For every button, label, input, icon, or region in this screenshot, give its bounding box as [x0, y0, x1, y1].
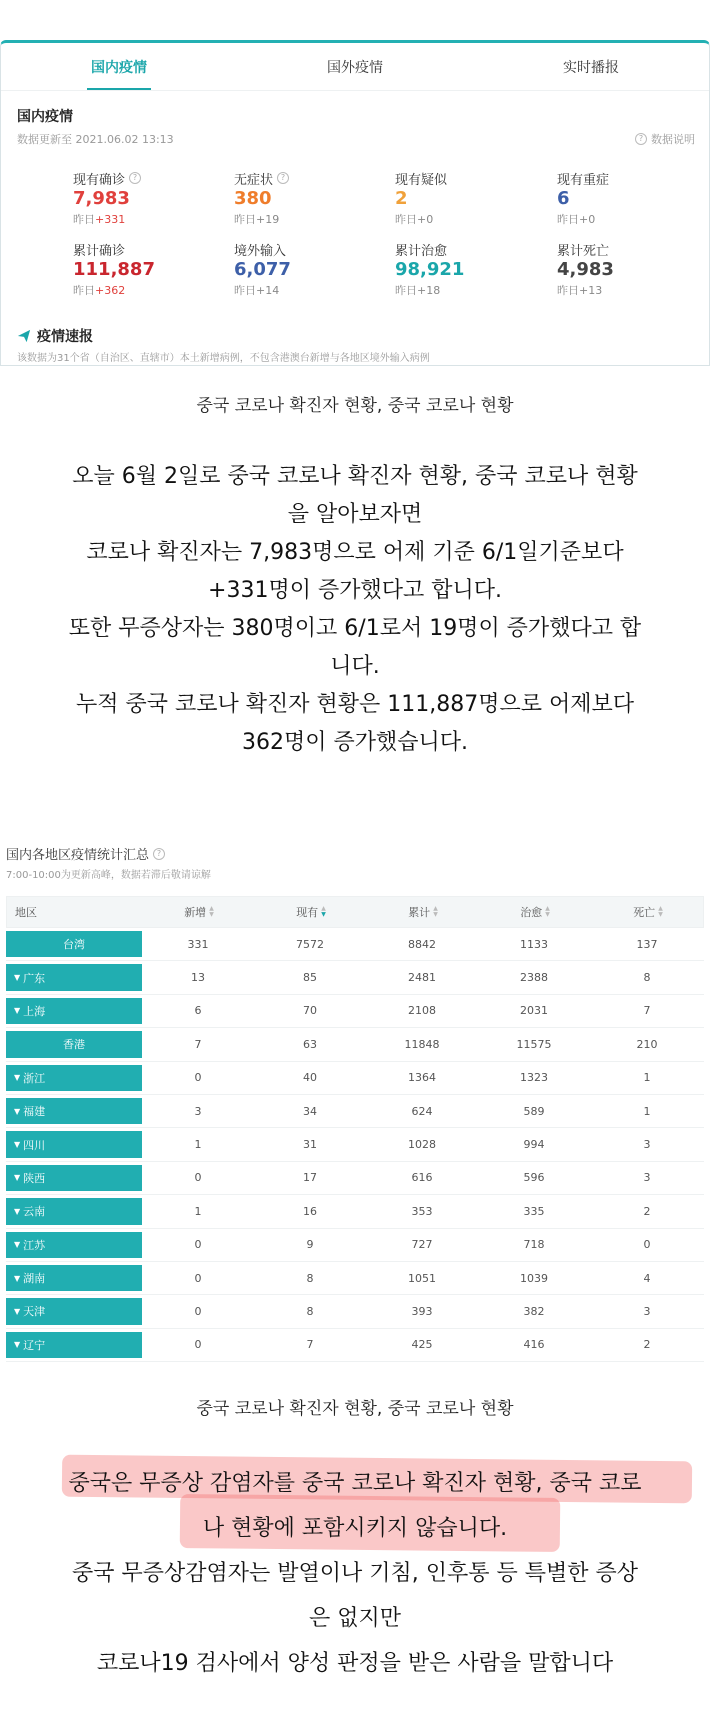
sort-icon: ▲ ▼ — [545, 905, 550, 918]
table-cell: 2 — [643, 1204, 651, 1218]
table-cell: 34 — [303, 1104, 317, 1118]
table-cell: 2388 — [520, 971, 548, 985]
stat-label-text: 无症状 — [234, 172, 274, 188]
table-cell: 1039 — [520, 1271, 548, 1285]
table-row — [6, 1095, 704, 1128]
table-cell: 40 — [303, 1071, 317, 1085]
question-icon[interactable]: ? — [277, 172, 289, 184]
table-cell: 7572 — [296, 937, 324, 951]
bulletin-title: 疫情速报 — [37, 329, 93, 345]
region-name: 浙江 — [23, 1071, 46, 1085]
table-row — [6, 995, 704, 1028]
stat-delta — [557, 211, 595, 226]
table-cell: 0 — [643, 1238, 651, 1252]
table-cell: 9 — [306, 1238, 314, 1252]
stat-delta-prefix: 昨日 — [234, 284, 256, 297]
table-title — [6, 844, 165, 863]
table-row — [6, 961, 704, 994]
stat-value: 111,887 — [73, 259, 155, 280]
stat-delta-prefix: 昨日 — [73, 284, 95, 297]
stat-delta — [557, 282, 602, 297]
table-row — [6, 1229, 704, 1262]
stat-delta-prefix: 昨日 — [557, 284, 579, 297]
table-cell: 0 — [194, 1304, 202, 1318]
article-paragraph — [20, 458, 690, 762]
prose-line: 니다. — [330, 654, 380, 679]
prose-line: 코로나19 검사에서 양성 판정을 받은 사람을 말합니다 — [96, 1651, 614, 1676]
region-cell[interactable] — [6, 1298, 142, 1324]
region-cell[interactable] — [6, 931, 142, 957]
table-cell: 2031 — [520, 1004, 548, 1018]
region-name: 四川 — [23, 1138, 46, 1152]
stat-card — [1, 169, 178, 226]
table-row — [6, 1162, 704, 1195]
stat-delta-prefix: 昨日 — [557, 213, 579, 226]
table-cell: 718 — [523, 1238, 545, 1252]
data-explain-link[interactable] — [635, 131, 695, 147]
prose-line: 중국 무증상감염자는 발열이나 기침, 인후통 등 특별한 증상 — [72, 1561, 638, 1586]
region-cell[interactable] — [6, 1265, 142, 1291]
table-cell: 3 — [643, 1138, 651, 1152]
table-cell: 2481 — [408, 971, 436, 985]
table-cell: 0 — [194, 1171, 202, 1185]
stat-value: 7,983 — [73, 188, 130, 209]
stat-label-text: 累计治愈 — [395, 243, 448, 259]
column-header-4[interactable] — [479, 897, 591, 927]
question-icon[interactable]: ? — [129, 172, 141, 184]
caret-down-icon: ▼ — [14, 1340, 21, 1350]
article-paragraph — [20, 1461, 690, 1686]
stat-label-text: 境外输入 — [234, 243, 287, 259]
column-header-label: 新增 — [184, 906, 207, 919]
prose-line: 누적 중국 코로나 확진자 현황은 111,887명으로 어제보다 — [76, 692, 634, 717]
data-explain-label: 数据说明 — [651, 133, 695, 146]
stat-label-text: 现有重症 — [557, 172, 610, 188]
table-cell: 3 — [643, 1171, 651, 1185]
bulletin-note: 该数据为31个省（自治区、直辖市）本土新增病例，不包含港澳台新增与各地区境外输入病例 — [17, 353, 430, 364]
caret-down-icon: ▼ — [14, 1306, 21, 1316]
region-cell[interactable] — [6, 1098, 142, 1124]
tab-1[interactable]: 国外疫情 — [327, 59, 383, 76]
stat-delta — [395, 211, 433, 226]
region-cell[interactable] — [6, 1131, 142, 1157]
table-cell: 1028 — [408, 1138, 436, 1152]
region-cell[interactable] — [6, 1031, 142, 1057]
caret-down-icon: ▼ — [14, 1240, 21, 1250]
table-cell: 596 — [523, 1171, 545, 1185]
table-cell: 210 — [636, 1037, 658, 1051]
stat-label-text: 累计死亡 — [557, 243, 610, 259]
tab-bar — [1, 43, 709, 91]
column-header-0 — [7, 897, 143, 927]
table-cell: 63 — [303, 1037, 317, 1051]
table-cell: 616 — [411, 1171, 433, 1185]
region-cell[interactable] — [6, 964, 142, 990]
table-cell: 85 — [303, 971, 317, 985]
table-cell: 393 — [411, 1304, 433, 1318]
stat-value: 4,983 — [557, 259, 614, 280]
column-header-1[interactable] — [143, 897, 255, 927]
bulletin-header — [17, 326, 93, 346]
caret-down-icon: ▼ — [14, 1173, 21, 1183]
stat-label — [557, 169, 609, 187]
prose-line: 362명이 증가했습니다. — [242, 730, 468, 755]
table-cell: 6 — [194, 1004, 202, 1018]
table-cell: 8 — [306, 1271, 314, 1285]
sort-icon: ▲ ▼ — [658, 905, 663, 918]
table-cell: 1 — [643, 1071, 651, 1085]
image-caption: 중국 코로나 확진자 현황, 중국 코로나 현황 — [196, 396, 514, 416]
region-cell[interactable] — [6, 1198, 142, 1224]
table-cell: 3 — [194, 1104, 202, 1118]
table-cell: 0 — [194, 1238, 202, 1252]
stat-delta-value: +13 — [579, 284, 603, 297]
stat-card — [532, 240, 709, 297]
stat-delta-prefix: 昨日 — [395, 213, 417, 226]
paper-plane-icon — [17, 329, 31, 343]
stat-delta-value: +0 — [579, 213, 596, 226]
prose-line: 을 알아보자면 — [287, 502, 423, 527]
stat-delta-prefix: 昨日 — [234, 213, 256, 226]
table-cell: 70 — [303, 1004, 317, 1018]
table-cell: 331 — [187, 937, 209, 951]
stat-delta-value: +0 — [417, 213, 434, 226]
stat-delta — [234, 282, 279, 297]
prose-line: +331명이 증가했다고 합니다. — [208, 578, 502, 603]
stat-label — [234, 240, 286, 258]
table-cell: 4 — [643, 1271, 651, 1285]
column-header-label: 累计 — [408, 906, 431, 919]
table-row — [6, 1262, 704, 1295]
stat-delta — [395, 282, 440, 297]
caret-down-icon: ▼ — [14, 1206, 21, 1216]
update-time: 数据更新至 2021.06.02 13:13 — [17, 133, 174, 146]
column-header-5[interactable] — [591, 897, 705, 927]
table-row — [6, 1329, 704, 1362]
stat-card — [355, 240, 532, 297]
table-cell: 13 — [191, 971, 205, 985]
table-cell: 994 — [523, 1138, 545, 1152]
table-cell: 7 — [194, 1037, 202, 1051]
table-cell: 16 — [303, 1204, 317, 1218]
stats-grid — [1, 169, 709, 297]
table-title-text: 国内各地区疫情统计汇总 — [6, 848, 150, 863]
region-name: 福建 — [23, 1105, 46, 1119]
table-cell: 8842 — [408, 937, 436, 951]
table-cell: 11848 — [404, 1037, 440, 1051]
column-header-label: 死亡 — [633, 906, 656, 919]
table-cell: 416 — [523, 1338, 545, 1352]
table-cell: 3 — [643, 1304, 651, 1318]
stat-label — [395, 240, 447, 258]
table-cell: 31 — [303, 1138, 317, 1152]
caret-down-icon: ▼ — [14, 1140, 21, 1150]
table-row — [6, 1128, 704, 1161]
region-name: 江苏 — [23, 1238, 46, 1252]
region-name: 陕西 — [23, 1171, 46, 1185]
caret-down-icon: ▼ — [14, 1006, 21, 1016]
region-stats-table — [6, 896, 704, 1362]
table-cell: 1 — [194, 1138, 202, 1152]
stat-card — [178, 169, 355, 226]
sort-icon: ▲ ▼ — [433, 905, 438, 918]
column-header-label: 治愈 — [520, 906, 543, 919]
tab-0[interactable]: 国内疫情 — [1, 43, 237, 90]
region-name: 台湾 — [63, 938, 85, 952]
stat-label — [73, 240, 125, 258]
table-note: 7:00-10:00为更新高峰，数据若滞后敬请谅解 — [6, 870, 211, 881]
stat-delta-value: +19 — [256, 213, 280, 226]
table-cell: 335 — [523, 1204, 545, 1218]
table-cell: 7 — [643, 1004, 651, 1018]
stat-label-text: 现有疑似 — [395, 172, 448, 188]
epidemic-widget — [0, 40, 710, 366]
caret-down-icon: ▼ — [14, 1106, 21, 1116]
prose-line: 또한 무증상자는 380명이고 6/1로서 19명이 증가했다고 합 — [68, 616, 642, 641]
table-cell: 1323 — [520, 1071, 548, 1085]
sort-icon: ▲ ▼ — [321, 905, 326, 918]
stat-label-text: 累计确诊 — [73, 243, 126, 259]
stat-value: 98,921 — [395, 259, 465, 280]
table-cell: 1364 — [408, 1071, 436, 1085]
stat-delta — [234, 211, 279, 226]
stat-label — [395, 169, 447, 187]
stat-delta-prefix: 昨日 — [73, 213, 95, 226]
stat-delta-value: +362 — [95, 284, 126, 297]
table-cell: 353 — [411, 1204, 433, 1218]
caret-down-icon: ▼ — [14, 1273, 21, 1283]
stat-card — [355, 169, 532, 226]
table-row — [6, 1195, 704, 1228]
stat-card — [178, 240, 355, 297]
caret-down-icon: ▼ — [14, 1073, 21, 1083]
region-name: 上海 — [23, 1004, 46, 1018]
stat-label — [234, 169, 289, 187]
table-cell: 1133 — [520, 937, 548, 951]
table-cell: 727 — [411, 1238, 433, 1252]
prose-line: 중국은 무증상 감염자를 중국 코로나 확진자 현황, 중국 코로 — [68, 1471, 642, 1496]
image-caption: 중국 코로나 확진자 현황, 중국 코로나 현황 — [196, 1399, 514, 1419]
table-row — [6, 1295, 704, 1328]
prose-line: 코로나 확진자는 7,983명으로 어제 기준 6/1일기준보다 — [86, 540, 624, 565]
table-cell: 0 — [194, 1338, 202, 1352]
table-body — [6, 928, 704, 1362]
region-name: 广东 — [23, 971, 46, 985]
stat-label — [557, 240, 609, 258]
table-cell: 8 — [643, 971, 651, 985]
table-cell: 624 — [411, 1104, 433, 1118]
question-icon[interactable]: ? — [153, 848, 165, 860]
table-row — [6, 1062, 704, 1095]
table-cell: 17 — [303, 1171, 317, 1185]
stat-value: 6 — [557, 188, 570, 209]
region-cell[interactable] — [6, 1232, 142, 1258]
stat-value: 380 — [234, 188, 272, 209]
table-cell: 382 — [523, 1304, 545, 1318]
table-cell: 0 — [194, 1271, 202, 1285]
prose-line: 나 현황에 포함시키지 않습니다. — [202, 1516, 508, 1541]
region-name: 云南 — [23, 1205, 46, 1219]
stat-label — [73, 169, 141, 187]
stat-delta — [73, 282, 125, 297]
column-header-2[interactable] — [255, 897, 367, 927]
column-header-label: 地区 — [15, 906, 37, 919]
stat-delta-prefix: 昨日 — [395, 284, 417, 297]
region-name: 辽宁 — [23, 1338, 46, 1352]
table-cell: 8 — [306, 1304, 314, 1318]
table-cell: 137 — [636, 937, 658, 951]
stat-delta — [73, 211, 125, 226]
region-cell[interactable] — [6, 1165, 142, 1191]
stat-card — [532, 169, 709, 226]
stat-value: 2 — [395, 188, 408, 209]
table-cell: 7 — [306, 1338, 314, 1352]
region-name: 湖南 — [23, 1272, 46, 1286]
tab-2[interactable]: 实时播报 — [563, 59, 619, 76]
table-header — [6, 896, 704, 928]
stat-card — [1, 240, 178, 297]
stat-value: 6,077 — [234, 259, 291, 280]
region-name: 天津 — [23, 1305, 46, 1319]
table-cell: 1 — [194, 1204, 202, 1218]
caret-down-icon: ▼ — [14, 973, 21, 983]
stat-label-text: 现有确诊 — [73, 172, 126, 188]
sort-icon: ▲ ▼ — [209, 905, 214, 918]
stat-delta-value: +331 — [95, 213, 126, 226]
table-cell: 11575 — [516, 1037, 552, 1051]
table-cell: 1051 — [408, 1271, 436, 1285]
widget-title: 国内疫情 — [17, 109, 73, 125]
column-header-label: 现有 — [296, 906, 319, 919]
table-cell: 2 — [643, 1338, 651, 1352]
prose-line: 오늘 6월 2일로 중국 코로나 확진자 현황, 중국 코로나 현황 — [72, 464, 638, 489]
stat-delta-value: +18 — [417, 284, 441, 297]
prose-line: 은 없지만 — [308, 1606, 401, 1631]
table-cell: 589 — [523, 1104, 545, 1118]
region-cell[interactable] — [6, 998, 142, 1024]
table-cell: 425 — [411, 1338, 433, 1352]
table-row — [6, 1028, 704, 1061]
table-cell: 0 — [194, 1071, 202, 1085]
region-name: 香港 — [63, 1038, 85, 1052]
table-cell: 1 — [643, 1104, 651, 1118]
column-header-3[interactable] — [367, 897, 479, 927]
region-cell[interactable] — [6, 1332, 142, 1358]
table-cell: 2108 — [408, 1004, 436, 1018]
region-cell[interactable] — [6, 1065, 142, 1091]
table-row — [6, 928, 704, 961]
question-icon: ? — [635, 133, 647, 145]
stat-delta-value: +14 — [256, 284, 280, 297]
